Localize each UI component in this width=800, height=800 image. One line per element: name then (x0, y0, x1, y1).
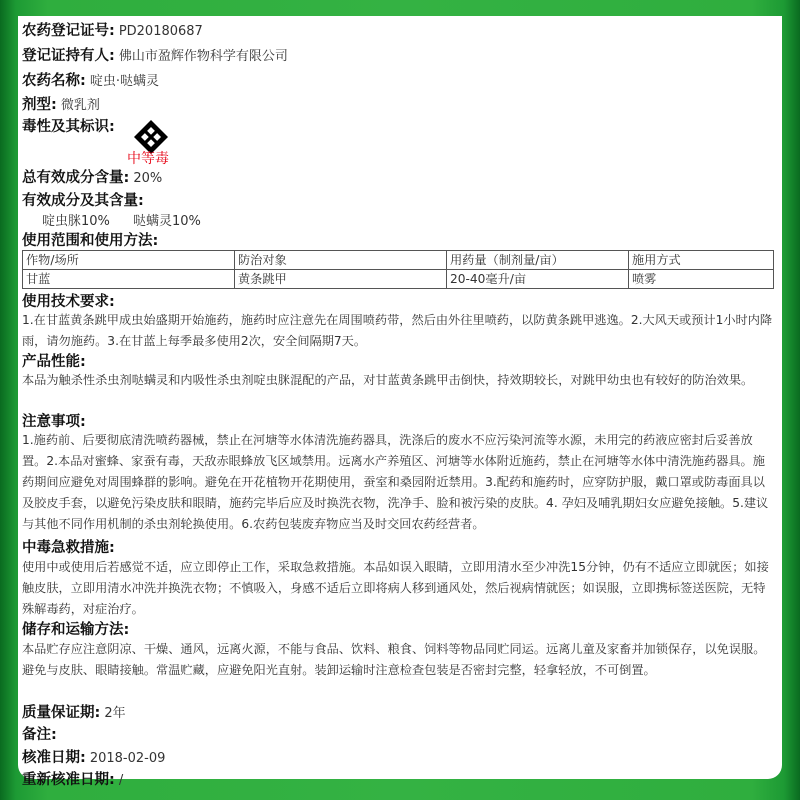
notes-text: 1.施药前、后要彻底清洗喷药器械，禁止在河塘等水体清洗施药器具，洗涤后的废水不应污染河流等水源，未用完的药液应密封后妥善放置。2.本品对蜜蜂、家蚕有毒，天敌赤眼蜂放飞区域禁用。远离水产养殖区、河塘等水体附近施药，禁止在河塘等水体中清洗施药器具。施药期间应避免对周围蜂群的影响。避免在开花植物开花期使用，蚕室和桑园附近禁用。3.配药和施药时，应穿防护服，戴口罩或防毒面具以及胶皮手套，以避免污染皮肤和眼睛，施药完毕后应及时换洗衣物，洗净手、脸和被污染的皮肤。4. 孕妇及哺乳期妇女应避免接触。5.建议与其他不同作用机制的杀虫剂轮换使用。6.农药包装废弃物应当及时交回农药经营者。 (22, 433, 769, 531)
first-aid-text: 使用中或使用后若感觉不适，应立即停止工作，采取急救措施。本品如误入眼睛，立即用清水至少冲洗15分钟，仍有不适应立即就医；如接触皮肤，立即用清水冲洗并换洗衣物；不慎吸入，身感不适后立即将病人移到通风处，然后视病情就医；如误服，立即携标签送医院，无特殊解毒药，对症治疗。 (22, 560, 769, 616)
toxicity-row (22, 116, 115, 136)
shelf-life-value: 2年 (104, 706, 126, 721)
reapproval-date-row (22, 769, 123, 789)
approval-date-value: 2018-02-09 (89, 751, 166, 766)
usage-header-cell: 用药量（制剂量/亩） (447, 251, 629, 270)
reg-no-value: PD20180687 (118, 24, 203, 39)
remarks-label: 备注: (22, 727, 57, 743)
remarks-row (22, 724, 57, 744)
ingredient-item: 哒螨灵10% (133, 214, 201, 229)
usage-cell: 喷雾 (629, 270, 774, 289)
storage-row (22, 619, 129, 639)
ingredients-list (38, 210, 201, 230)
usage-table (22, 250, 774, 289)
holder-row (22, 45, 288, 65)
usage-cell: 黄条跳甲 (235, 270, 447, 289)
toxicity-label: 毒性及其标识: (22, 119, 115, 135)
pesticide-name-row (22, 70, 159, 90)
formulation-label: 剂型: (22, 97, 57, 113)
usage-label: 使用范围和使用方法: (22, 233, 159, 249)
usage-cell: 20-40毫升/亩 (447, 270, 629, 289)
shelf-life-label: 质量保证期: (22, 705, 101, 721)
holder-label: 登记证持有人: (22, 48, 115, 64)
reapproval-date-value: / (118, 773, 124, 788)
performance-row (22, 351, 86, 371)
storage-label: 储存和运输方法: (22, 622, 130, 638)
total-content-row (22, 167, 162, 187)
reg-no-row (22, 20, 203, 40)
label-card (18, 16, 782, 788)
reg-no-label: 农药登记证号: (22, 23, 115, 39)
usage-header-cell: 防治对象 (235, 251, 447, 270)
toxicity-text: 中等毒 (127, 151, 169, 167)
performance-label: 产品性能: (22, 354, 86, 370)
notes-label: 注意事项: (22, 414, 86, 430)
tech-text: 1.在甘蓝黄条跳甲成虫始盛期开始施药，施药时应注意先在周围喷药带，然后由外往里喷药，以防黄条跳甲逃逸。2.大风天或预计1小时内降雨，请勿施药。3.在甘蓝上每季最多使用2次，安全间隔期7天。 (22, 313, 773, 348)
total-content-label: 总有效成分含量: (22, 170, 130, 186)
tech-row (22, 291, 115, 311)
storage-text: 本品贮存应注意阴凉、干燥、通风，远离火源，不能与食品、饮料、粮食、饲料等物品同贮同运。远离儿童及家畜并加锁保存，以免误服。避免与皮肤、眼睛接触。常温贮藏，应避免阳光直射。装卸运输时注意检查包装是否密封完整，轻拿轻放，不可倒置。 (22, 642, 766, 677)
usage-header-row (23, 251, 774, 270)
reapproval-date-label: 重新核准日期: (22, 772, 115, 788)
ingredients-label: 有效成分及其含量: (22, 193, 144, 209)
usage-header-cell: 作物/场所 (23, 251, 235, 270)
usage-header-cell: 施用方式 (629, 251, 774, 270)
approval-date-label: 核准日期: (22, 750, 86, 766)
notes-row (22, 411, 86, 431)
pesticide-name-value: 啶虫·哒螨灵 (89, 74, 159, 89)
approval-date-row (22, 747, 165, 767)
first-aid-label: 中毒急救措施: (22, 540, 115, 556)
shelf-life-row (22, 702, 126, 722)
ingredient-item: 啶虫脒10% (42, 214, 110, 229)
ingredients-row (22, 190, 144, 210)
table-row (23, 270, 774, 289)
usage-row (22, 230, 158, 250)
usage-cell: 甘蓝 (23, 270, 235, 289)
tech-label: 使用技术要求: (22, 294, 115, 310)
total-content-value: 20% (133, 171, 163, 186)
pesticide-name-label: 农药名称: (22, 73, 86, 89)
formulation-value: 微乳剂 (60, 98, 100, 113)
formulation-row (22, 94, 100, 114)
first-aid-row (22, 537, 115, 557)
performance-text: 本品为触杀性杀虫剂哒螨灵和内吸性杀虫剂啶虫脒混配的产品，对甘蓝黄条跳甲击倒快，持效期较长，对跳甲幼虫也有较好的防治效果。 (22, 373, 754, 387)
holder-value: 佛山市盈辉作物科学有限公司 (118, 49, 288, 64)
